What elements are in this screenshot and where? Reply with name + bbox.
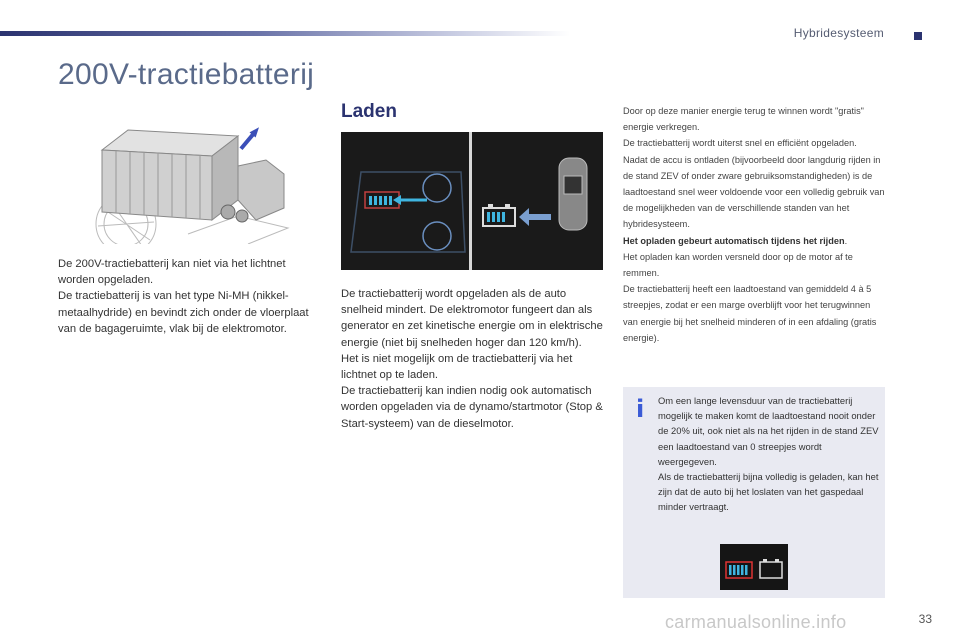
info-text [658,393,880,515]
paragraph: Als de tractiebatterij bijna volledig is geladen, kan het zijn dat de auto bij het loslaten van het gaspedaal minder vertraagt. [658,471,879,513]
paragraph: De tractiebatterij kan indien nodig ook automatisch worden opgeladen via de dynamo/startmotor (Stop & Start-systeem) van de dieselmotor. [341,385,603,430]
paragraph: De tractiebatterij heeft een laadtoestand van gemiddeld 4 à 5 streepjes, zodat er een marge overblijft voor het terugwinnen van energie bij het snelheid minderen of in een afdaling (gratis energie). [623,284,877,343]
charging-details [623,103,887,346]
paragraph: Door op deze manier energie terug te winnen wordt "gratis" energie verkregen. [623,106,864,133]
paragraph: Nadat de accu is ontladen (bijvoorbeeld door langdurig rijden in de stand ZEV of onder zware gebruiksomstandigheden) is de laadtoestand snel weer voldoende voor een volledig gebruik van de mogelijkheden van de verschillende standen van het hybridesysteem. [623,154,885,230]
laden-heading: Laden [341,101,397,122]
header-accent-bar [0,31,570,36]
bold-suffix: . [844,235,848,246]
paragraph: Om een lange levensduur van de tractiebatterij mogelijk te maken komt de laadtoestand nooit onder de 20% uit, ook niet als na het rijden in de stand ZEV een laadtoestand van 0 streepjes wordt weergegeven. [658,395,879,467]
paragraph: De tractiebatterij is van het type Ni-MH (nikkel-metaalhydride) en bevindt zich onder de vloerplaat van de bagageruimte, vlak bij de elektromotor. [58,290,309,335]
bold-text: Het opladen gebeurt automatisch tijdens het rijden [623,235,845,246]
page-title: 200V-tractiebatterij [58,58,315,91]
paragraph: Het is niet mogelijk om de tractiebatterij via het lichtnet op te laden. [341,352,573,382]
laden-description [341,286,605,432]
paragraph: De 200V-tractiebatterij kan niet via het lichtnet worden opgeladen. [58,258,286,287]
car-top-view [559,158,587,230]
paragraph: De tractiebatterij wordt uiterst snel en efficiënt opgeladen. [623,138,857,149]
paragraph: De tractiebatterij wordt opgeladen als de auto snelheid mindert. De elektromotor fungeert dan als generator en zet kinetische energie om in elektrische energie (niet bij snelheden hoger dan 120 km/h). [341,288,603,349]
info-icon: i [636,395,645,423]
charging-illustration [341,132,603,270]
watermark: carmanualsonline.info [665,612,847,632]
page-number: 33 [918,612,932,626]
section-title: Hybridesysteem [793,26,884,40]
section-marker [914,32,922,40]
battery-description [58,256,314,337]
info-box [623,387,885,598]
paragraph: Het opladen kan worden versneld door op de motor af te remmen. [623,251,853,279]
paragraph-bold [623,233,887,249]
battery-illustration [88,116,308,244]
battery-gauge-display [720,544,788,590]
